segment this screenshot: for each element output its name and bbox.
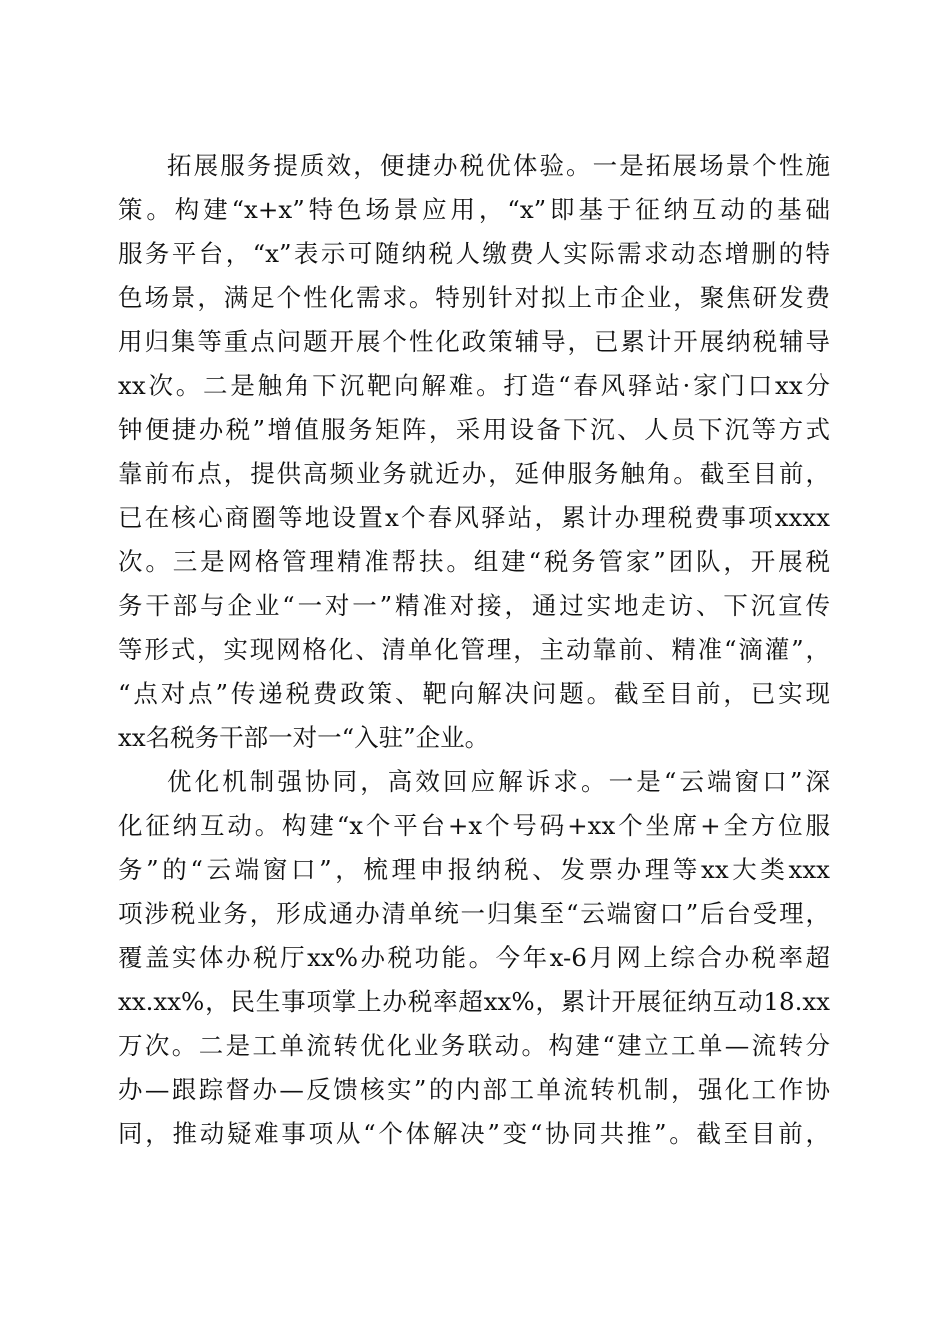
paragraph-line: 同，推动疑难事项从“个体解决”变“协同共推”。截至目前，: [118, 1119, 830, 1148]
paragraph-line: 优化机制强协同，高效回应解诉求。一是“云端窗口”深: [167, 767, 830, 796]
document-body: [118, 144, 830, 1156]
paragraph-service-experience: [118, 144, 830, 760]
paragraph-line: 服务平台，“x”表示可随纳税人缴费人实际需求动态增删的特: [118, 239, 830, 268]
paragraph-line: xx次。二是触角下沉靶向解难。打造“春风驿站·家门口xx分: [118, 371, 830, 400]
paragraph-line: 等形式，实现网格化、清单化管理，主动靠前、精准“滴灌”，: [118, 635, 830, 664]
paragraph-line: 覆盖实体办税厅xx%办税功能。今年x-6月网上综合办税率超: [118, 943, 830, 972]
paragraph-line: 色场景，满足个性化需求。特别针对拟上市企业，聚焦研发费: [118, 283, 830, 312]
paragraph-line: 靠前布点，提供高频业务就近办，延伸服务触角。截至目前，: [118, 459, 830, 488]
paragraph-line: 钟便捷办税”增值服务矩阵，采用设备下沉、人员下沉等方式: [118, 415, 830, 444]
paragraph-line: xx名税务干部一对一“入驻”企业。: [118, 723, 490, 752]
paragraph-line: 次。三是网格管理精准帮扶。组建“税务管家”团队，开展税: [118, 547, 830, 576]
paragraph-mechanism-coordination: [118, 760, 830, 1156]
paragraph-line: 已在核心商圈等地设置x个春风驿站，累计办理税费事项xxxx: [118, 503, 830, 532]
paragraph-line: “点对点”传递税费政策、靶向解决问题。截至目前，已实现: [118, 679, 830, 708]
paragraph-line: 办—跟踪督办—反馈核实”的内部工单流转机制，强化工作协: [118, 1075, 830, 1104]
paragraph-line: 务”的“云端窗口”，梳理申报纳税、发票办理等xx大类xxx: [118, 855, 830, 884]
paragraph-line: 化征纳互动。构建“x个平台+x个号码+xx个坐席+全方位服: [118, 811, 830, 840]
paragraph-line: xx.xx%，民生事项掌上办税率超xx%，累计开展征纳互动18.xx: [118, 987, 830, 1016]
paragraph-line: 万次。二是工单流转优化业务联动。构建“建立工单—流转分: [118, 1031, 830, 1060]
paragraph-line: 拓展服务提质效，便捷办税优体验。一是拓展场景个性施: [167, 151, 830, 180]
paragraph-line: 务干部与企业“一对一”精准对接，通过实地走访、下沉宣传: [118, 591, 830, 620]
paragraph-line: 项涉税业务，形成通办清单统一归集至“云端窗口”后台受理，: [118, 899, 830, 928]
paragraph-line: 策。构建“x+x”特色场景应用，“x”即基于征纳互动的基础: [118, 195, 830, 224]
paragraph-line: 用归集等重点问题开展个性化政策辅导，已累计开展纳税辅导: [118, 327, 830, 356]
